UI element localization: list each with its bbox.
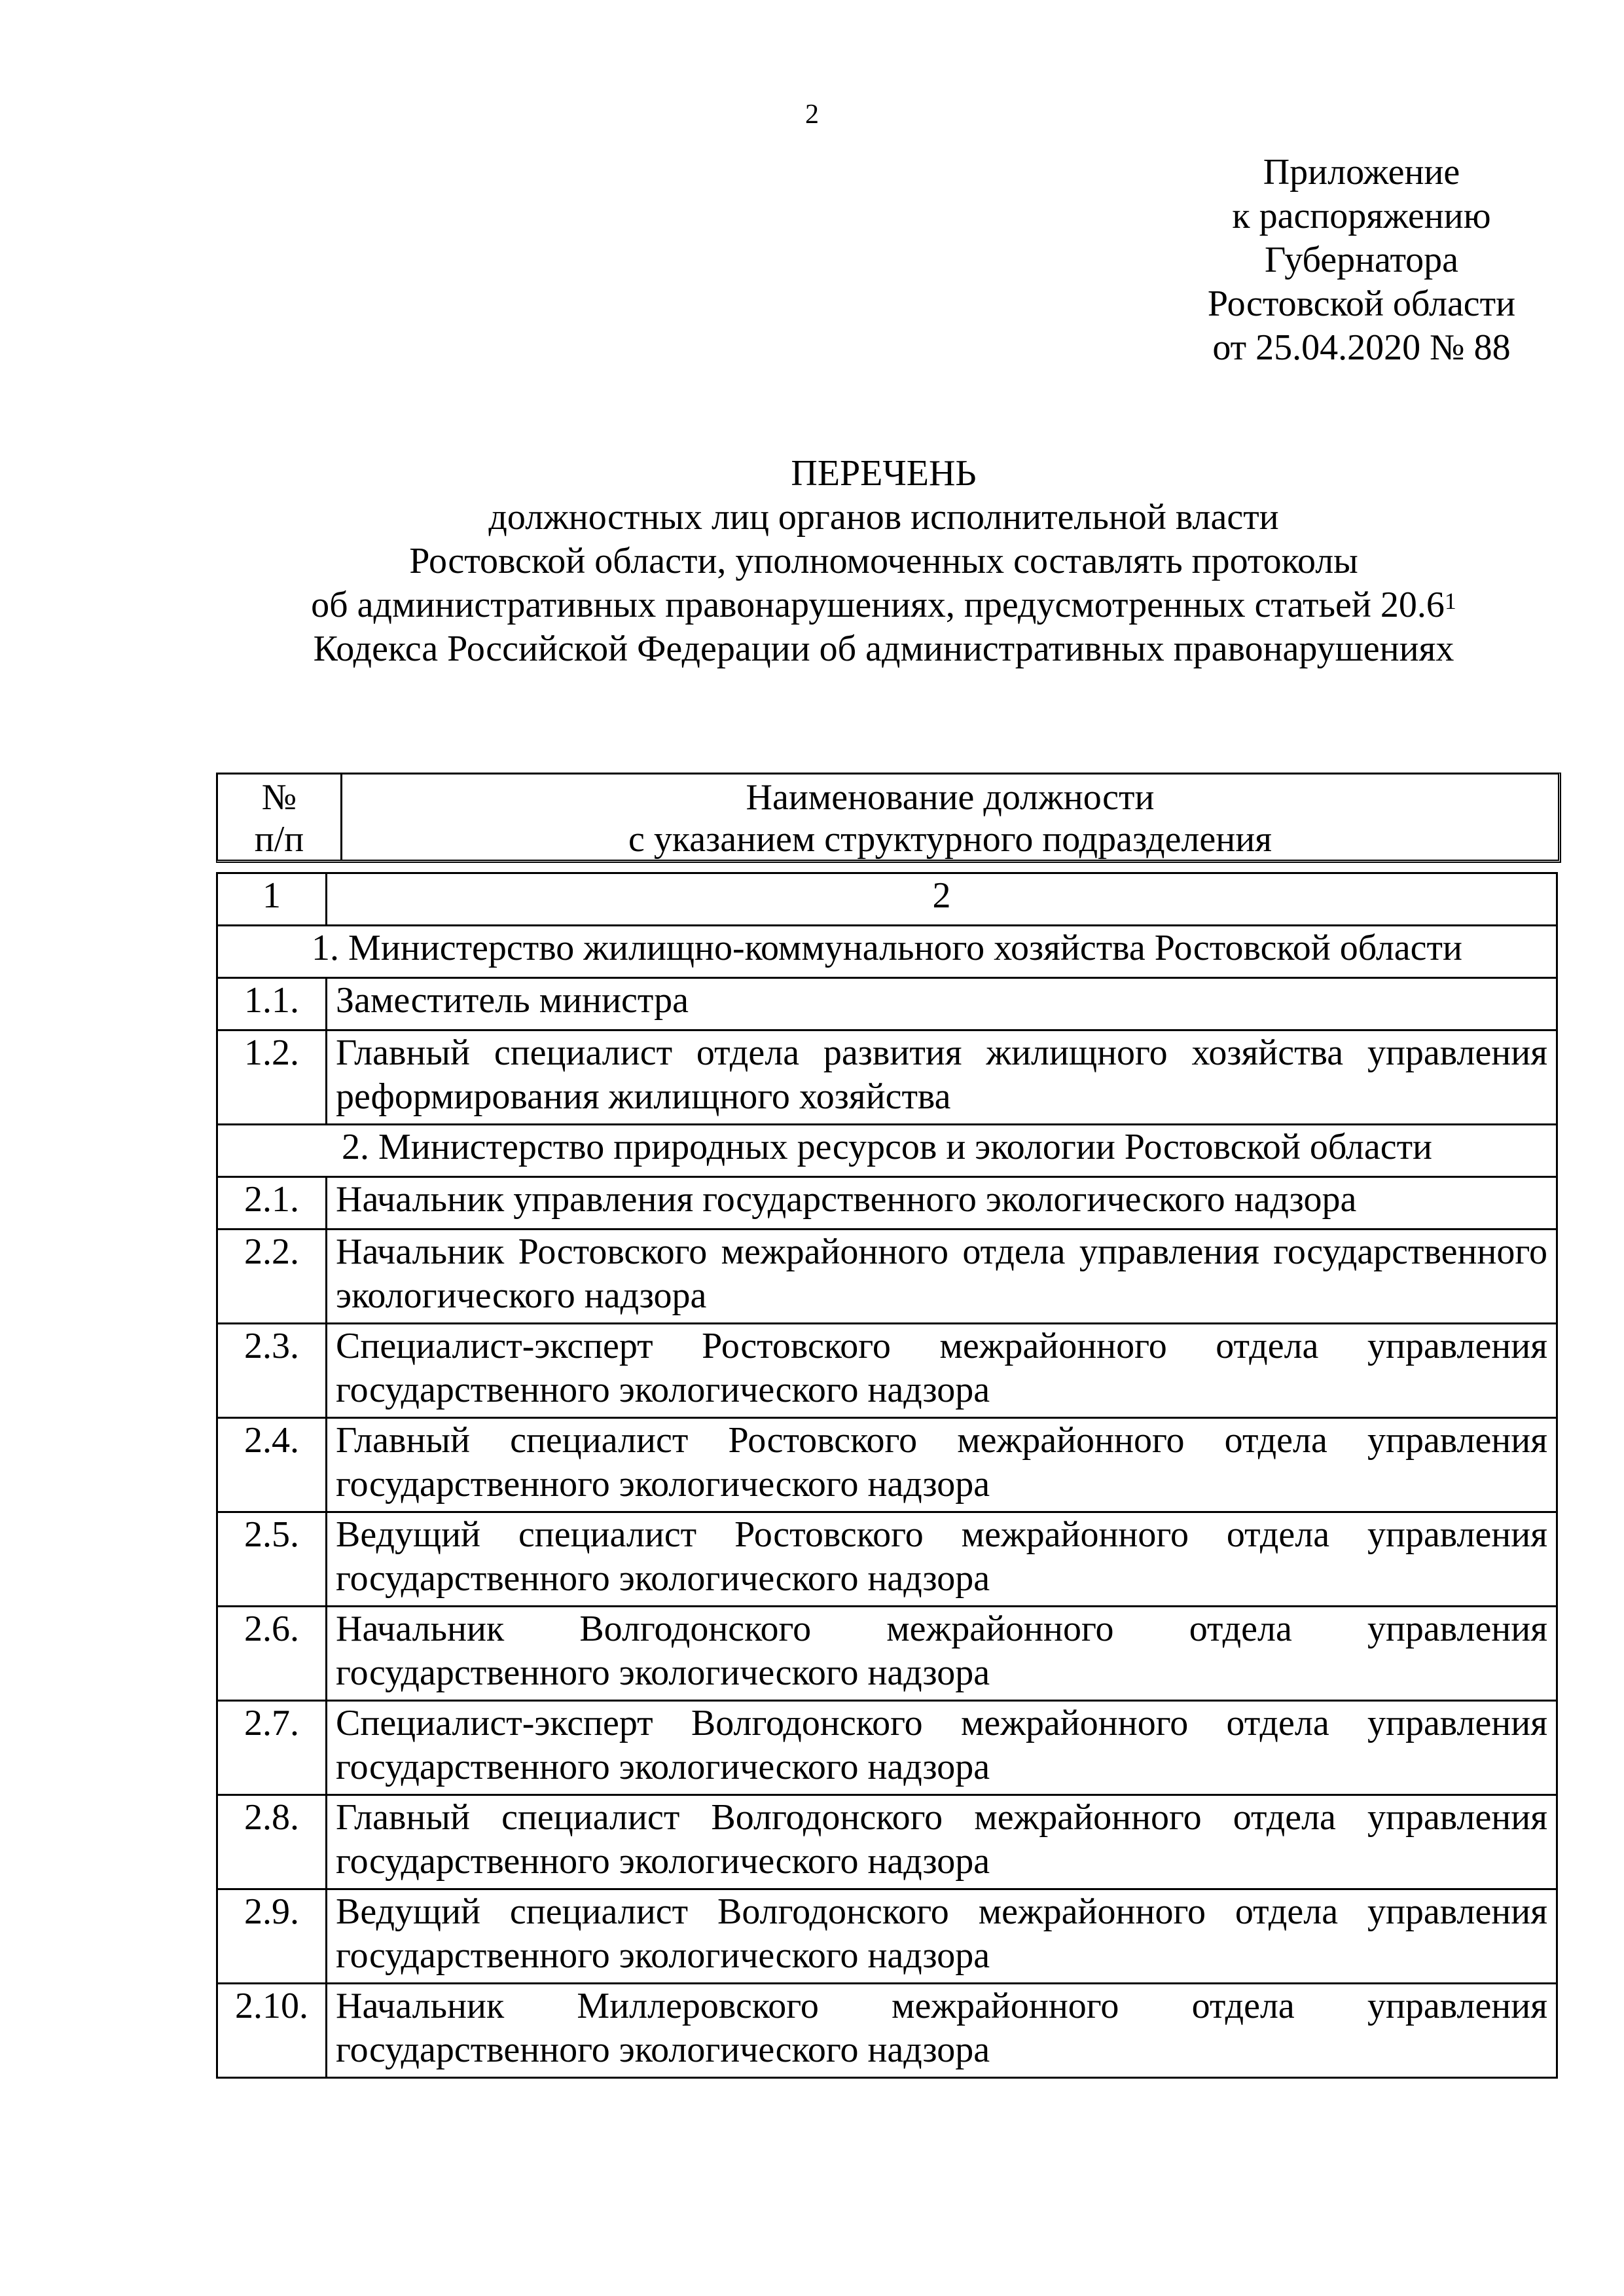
table-row bbox=[217, 1984, 1557, 2078]
title-line-text: об административных правонарушениях, предусмотренных статьей 20.6 bbox=[311, 585, 1445, 625]
section-row bbox=[217, 926, 1557, 978]
table-row bbox=[217, 1795, 1557, 1889]
table-row bbox=[217, 1324, 1557, 1418]
title-line bbox=[131, 583, 1624, 627]
header-name-label: с указанием структурного подразделения bbox=[628, 819, 1272, 860]
table-row bbox=[217, 1512, 1557, 1607]
table-row bbox=[217, 1889, 1557, 1984]
appendix-line: Ростовской области bbox=[1207, 283, 1516, 324]
position-name: Специалист-эксперт Волгодонского межрайонного отдела управления государственного экологического надзора bbox=[327, 1701, 1557, 1795]
appendix-line: от 25.04.2020 № 88 bbox=[1212, 327, 1511, 368]
positions-table bbox=[216, 872, 1558, 2079]
title-line: Ростовской области, уполномоченных составлять протоколы bbox=[409, 541, 1358, 581]
appendix-line: к распоряжению bbox=[1232, 196, 1491, 236]
section-title: 2. Министерство природных ресурсов и экологии Ростовской области bbox=[217, 1125, 1557, 1177]
column-number-cell: 1 bbox=[217, 873, 327, 926]
appendix-line: Приложение bbox=[1263, 152, 1460, 192]
header-name-column bbox=[342, 774, 1558, 862]
section-title: 1. Министерство жилищно-коммунального хозяйства Ростовской области bbox=[217, 926, 1557, 978]
table-row bbox=[217, 1230, 1557, 1324]
section-row bbox=[217, 1125, 1557, 1177]
appendix-block bbox=[1132, 151, 1591, 370]
table-row bbox=[217, 1701, 1557, 1795]
table-row bbox=[217, 1030, 1557, 1125]
position-name: Специалист-эксперт Ростовского межрайонного отдела управления государственного экологического надзора bbox=[327, 1324, 1557, 1418]
position-name: Главный специалист Ростовского межрайонного отдела управления государственного экологического надзора bbox=[327, 1418, 1557, 1512]
position-name: Главный специалист отдела развития жилищного хозяйства управления реформирования жилищного хозяйства bbox=[327, 1030, 1557, 1125]
page-number: 2 bbox=[805, 100, 819, 130]
row-number: 2.5. bbox=[217, 1512, 327, 1607]
position-name: Начальник Миллеровского межрайонного отдела управления государственного экологического надзора bbox=[327, 1984, 1557, 2078]
row-number: 2.4. bbox=[217, 1418, 327, 1512]
row-number: 1.1. bbox=[217, 978, 327, 1030]
article-superscript: 1 bbox=[1444, 588, 1456, 614]
row-number: 2.10. bbox=[217, 1984, 327, 2078]
row-number: 2.2. bbox=[217, 1230, 327, 1324]
positions-table-body bbox=[217, 873, 1557, 2078]
header-number-label: п/п bbox=[254, 819, 304, 860]
column-number-cell: 2 bbox=[327, 873, 1557, 926]
appendix-line: Губернатора bbox=[1264, 240, 1459, 280]
row-number: 2.9. bbox=[217, 1889, 327, 1984]
table-header bbox=[216, 773, 1561, 863]
title-line: Кодекса Российской Федерации об административных правонарушениях bbox=[313, 629, 1454, 669]
row-number: 1.2. bbox=[217, 1030, 327, 1125]
position-name: Ведущий специалист Волгодонского межрайонного отдела управления государственного экологического надзора bbox=[327, 1889, 1557, 1984]
table-row bbox=[217, 978, 1557, 1030]
table-row bbox=[217, 1418, 1557, 1512]
title-line: должностных лиц органов исполнительной власти bbox=[488, 497, 1279, 538]
row-number: 2.7. bbox=[217, 1701, 327, 1795]
table-row bbox=[217, 1607, 1557, 1701]
document-title bbox=[131, 452, 1624, 671]
position-name: Главный специалист Волгодонского межрайонного отдела управления государственного экологического надзора bbox=[327, 1795, 1557, 1889]
table-row bbox=[217, 1177, 1557, 1230]
header-name-label: Наименование должности bbox=[746, 777, 1155, 818]
position-name: Начальник управления государственного экологического надзора bbox=[327, 1177, 1557, 1230]
row-number: 2.8. bbox=[217, 1795, 327, 1889]
header-number-column bbox=[218, 774, 342, 860]
row-number: 2.3. bbox=[217, 1324, 327, 1418]
title-heading: ПЕРЕЧЕНЬ bbox=[791, 453, 977, 494]
column-numbers-row bbox=[217, 873, 1557, 926]
row-number: 2.1. bbox=[217, 1177, 327, 1230]
header-number-label: № bbox=[261, 777, 297, 818]
position-name: Начальник Ростовского межрайонного отдела управления государственного экологического надзора bbox=[327, 1230, 1557, 1324]
position-name: Ведущий специалист Ростовского межрайонного отдела управления государственного экологического надзора bbox=[327, 1512, 1557, 1607]
row-number: 2.6. bbox=[217, 1607, 327, 1701]
position-name: Начальник Волгодонского межрайонного отдела управления государственного экологического надзора bbox=[327, 1607, 1557, 1701]
position-name: Заместитель министра bbox=[327, 978, 1557, 1030]
